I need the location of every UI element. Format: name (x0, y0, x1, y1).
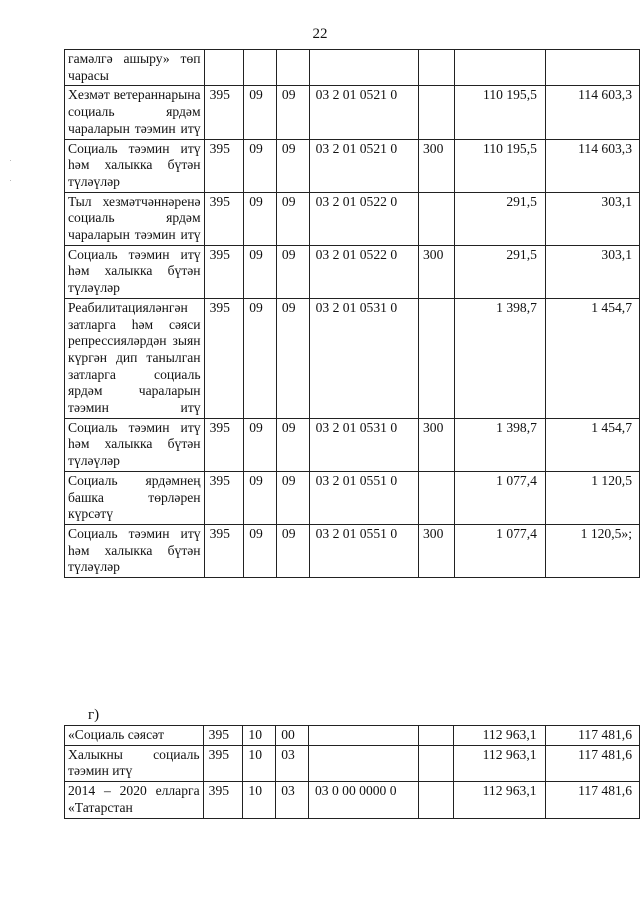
subpoint-label: г) (88, 707, 100, 723)
row-name-cell: Тыл хезмәтчәннәренә социаль ярдәм чараларын тәэмин итү (65, 192, 205, 245)
expense-type-cell: 300 (418, 524, 454, 577)
ministry-code-cell: 395 (204, 524, 244, 577)
table-row (65, 726, 640, 746)
section-code-cell: 09 (244, 139, 277, 192)
ministry-code-cell: 395 (204, 245, 244, 298)
section-code-cell: 09 (244, 192, 277, 245)
amount-year1-cell: 291,5 (454, 192, 545, 245)
amount-year2-cell: 117 481,6 (545, 782, 639, 818)
subsection-code-cell: 09 (276, 139, 309, 192)
ministry-code-cell: 395 (204, 418, 244, 471)
subsection-code-cell: 09 (276, 86, 309, 139)
amount-year2-cell: 1 454,7 (545, 418, 639, 471)
amount-year1-cell: 110 195,5 (454, 139, 545, 192)
table-row (65, 782, 640, 818)
amount-year2-cell: 1 120,5»; (545, 524, 639, 577)
section-code-cell: 09 (244, 524, 277, 577)
row-name-cell: Социаль тәэмин итү һәм халыкка бүтән түләүләр (65, 245, 205, 298)
ministry-code-cell: 395 (203, 745, 243, 781)
amount-year2-cell: 117 481,6 (545, 745, 639, 781)
scan-artifact (10, 180, 11, 181)
ministry-code-cell: 395 (203, 782, 243, 818)
amount-year1-cell: 1 398,7 (454, 418, 545, 471)
table-row (65, 745, 640, 781)
section-code-cell: 10 (243, 726, 276, 746)
expense-type-cell: 300 (418, 245, 454, 298)
amount-year1-cell: 1 398,7 (454, 298, 545, 418)
table-row (65, 524, 640, 577)
section-code-cell: 09 (244, 298, 277, 418)
table-row (65, 86, 640, 139)
amount-year1-cell: 1 077,4 (454, 524, 545, 577)
budget-table-continued (64, 49, 640, 578)
expense-type-cell (418, 192, 454, 245)
target-article-cell: 03 2 01 0551 0 (309, 524, 418, 577)
amount-year1-cell: 112 963,1 (454, 726, 545, 746)
subsection-code-cell: 09 (276, 471, 309, 524)
amount-year1-cell: 1 077,4 (454, 471, 545, 524)
expense-type-cell (418, 782, 453, 818)
table-row (65, 471, 640, 524)
amount-year2-cell: 1 120,5 (545, 471, 639, 524)
row-name-cell: Социаль тәэмин итү һәм халыкка бүтән түләүләр (65, 524, 205, 577)
section-code-cell: 10 (243, 782, 276, 818)
table-row (65, 298, 640, 418)
table-row (65, 192, 640, 245)
row-name-cell: Реабилитацияләнгән затларга һәм сәяси репрессияләрдән зыян күргән дип танылган затларга социаль ярдәм чараларын тәэмин итү (65, 298, 205, 418)
amount-year2-cell: 114 603,3 (545, 139, 639, 192)
row-name-cell: 2014 – 2020 елларга «Татарстан (65, 782, 204, 818)
target-article-cell: 03 2 01 0531 0 (309, 298, 418, 418)
amount-year1-cell: 291,5 (454, 245, 545, 298)
target-article-cell (308, 745, 418, 781)
target-article-cell: 03 2 01 0522 0 (309, 245, 418, 298)
scan-artifact (10, 160, 11, 161)
row-name-cell: Социаль тәэмин итү һәм халыкка бүтән түләүләр (65, 139, 205, 192)
ministry-code-cell: 395 (204, 139, 244, 192)
expense-type-cell (418, 471, 454, 524)
table-row (65, 50, 640, 86)
amount-year1-cell: 112 963,1 (454, 782, 545, 818)
row-name-cell: Халыкны социаль тәэмин итү (65, 745, 204, 781)
section-code-cell: 09 (244, 86, 277, 139)
amount-year2-cell: 303,1 (545, 192, 639, 245)
amount-year2-cell: 303,1 (545, 245, 639, 298)
subsection-code-cell: 03 (276, 745, 309, 781)
section-code-cell: 10 (243, 745, 276, 781)
target-article-cell (308, 726, 418, 746)
target-article-cell: 03 2 01 0521 0 (309, 139, 418, 192)
row-name-cell: Хезмәт ветераннарына социаль ярдәм чараларын тәэмин итү (65, 86, 205, 139)
ministry-code-cell (204, 50, 244, 86)
expense-type-cell (418, 745, 453, 781)
target-article-cell: 03 2 01 0521 0 (309, 86, 418, 139)
amount-year1-cell: 110 195,5 (454, 86, 545, 139)
ministry-code-cell: 395 (203, 726, 243, 746)
target-article-cell: 03 0 00 0000 0 (308, 782, 418, 818)
subsection-code-cell: 03 (276, 782, 309, 818)
subsection-code-cell (276, 50, 309, 86)
table-row (65, 245, 640, 298)
amount-year2-cell: 114 603,3 (545, 86, 639, 139)
expense-type-cell (418, 86, 454, 139)
subsection-code-cell: 09 (276, 418, 309, 471)
amount-year1-cell (454, 50, 545, 86)
section-code-cell (244, 50, 277, 86)
ministry-code-cell: 395 (204, 192, 244, 245)
row-name-cell: гамәлгә ашыру» төп чарасы (65, 50, 205, 86)
expense-type-cell: 300 (418, 418, 454, 471)
subsection-code-cell: 09 (276, 245, 309, 298)
expense-type-cell (418, 298, 454, 418)
subsection-code-cell: 09 (276, 524, 309, 577)
expense-type-cell: 300 (418, 139, 454, 192)
target-article-cell: 03 2 01 0551 0 (309, 471, 418, 524)
subsection-code-cell: 09 (276, 298, 309, 418)
section-code-cell: 09 (244, 418, 277, 471)
expense-type-cell (418, 726, 453, 746)
amount-year1-cell: 112 963,1 (454, 745, 545, 781)
expense-type-cell (418, 50, 454, 86)
section-code-cell: 09 (244, 245, 277, 298)
page-number: 22 (312, 26, 328, 42)
row-name-cell: Социаль тәэмин итү һәм халыкка бүтән түләүләр (65, 418, 205, 471)
section-code-cell: 09 (244, 471, 277, 524)
amount-year2-cell: 1 454,7 (545, 298, 639, 418)
ministry-code-cell: 395 (204, 471, 244, 524)
subsection-code-cell: 00 (276, 726, 309, 746)
ministry-code-cell: 395 (204, 86, 244, 139)
ministry-code-cell: 395 (204, 298, 244, 418)
row-name-cell: Социаль ярдәмнең башка төрләрен күрсәтү (65, 471, 205, 524)
row-name-cell: «Социаль сәясәт (65, 726, 204, 746)
amount-year2-cell: 117 481,6 (545, 726, 639, 746)
table-row (65, 139, 640, 192)
target-article-cell (309, 50, 418, 86)
target-article-cell: 03 2 01 0531 0 (309, 418, 418, 471)
budget-table-insert (64, 725, 640, 819)
amount-year2-cell (545, 50, 639, 86)
target-article-cell: 03 2 01 0522 0 (309, 192, 418, 245)
subsection-code-cell: 09 (276, 192, 309, 245)
table-row (65, 418, 640, 471)
